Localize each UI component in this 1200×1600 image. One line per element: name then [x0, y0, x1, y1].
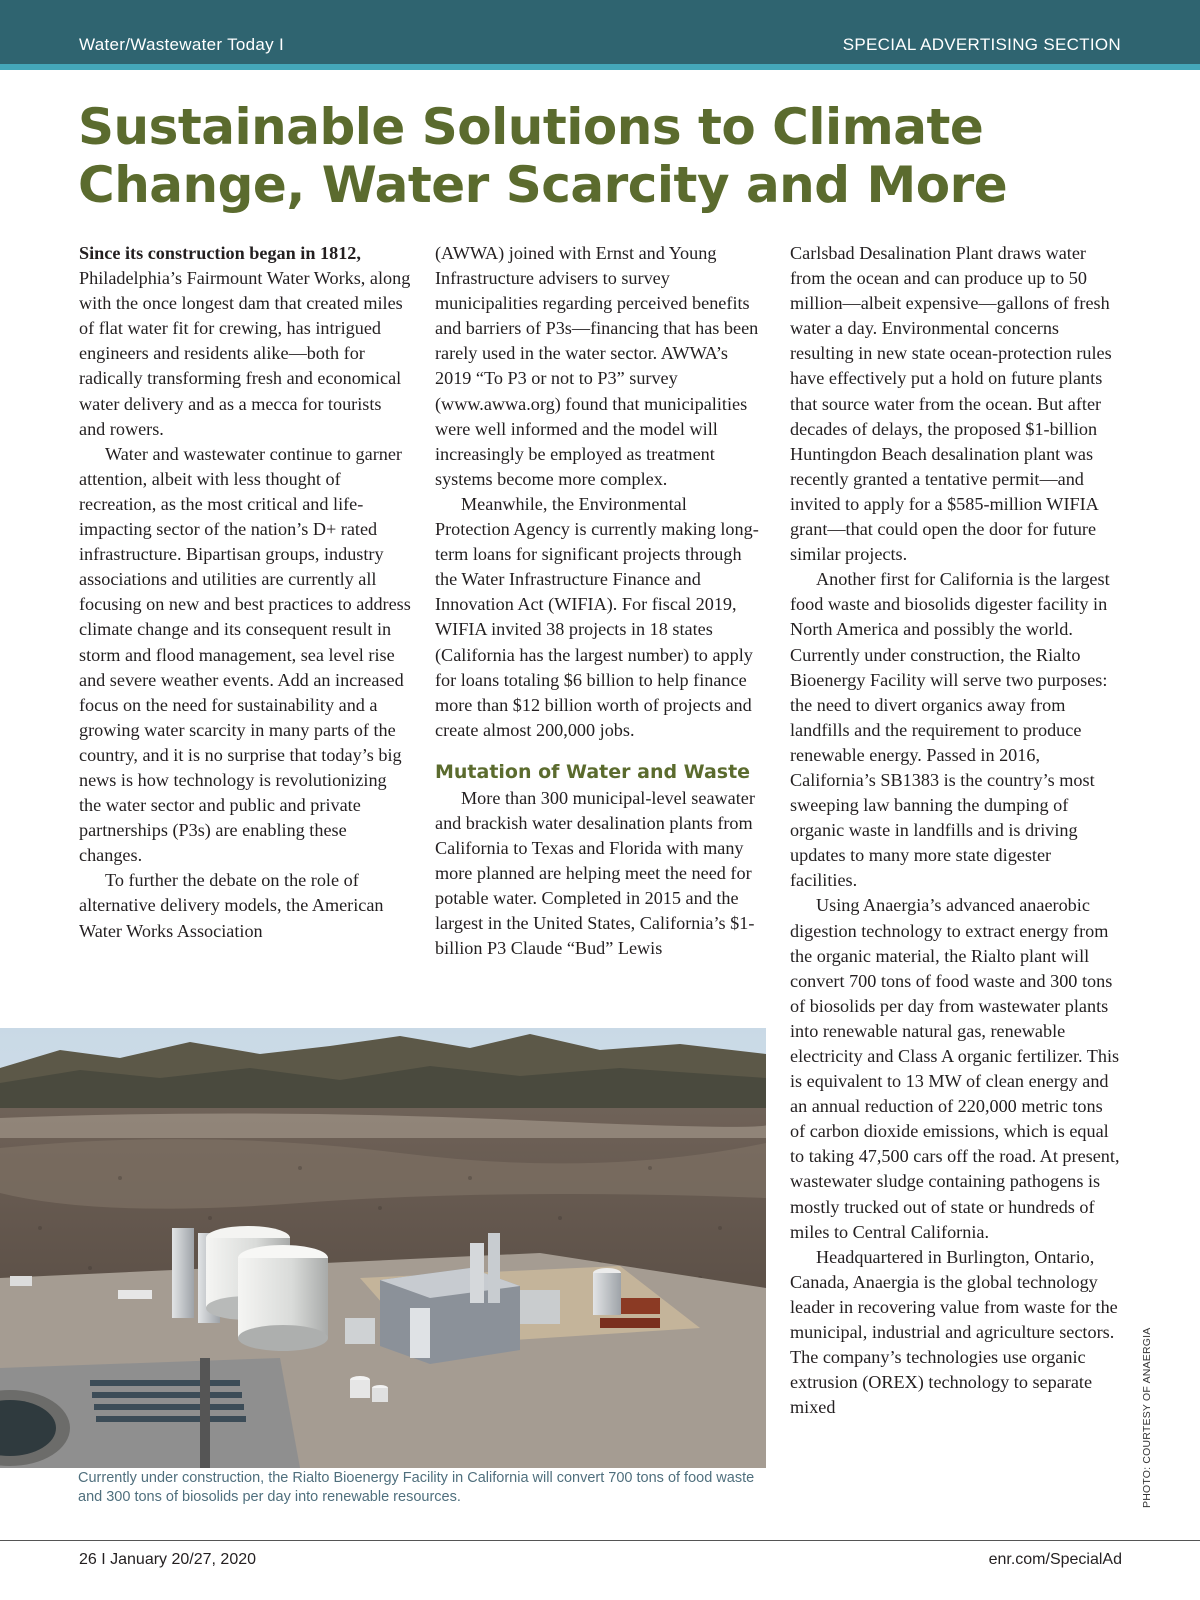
lead-in: Since its construction began in 1812,	[79, 243, 361, 263]
article-column-3	[790, 241, 1120, 1420]
footer-divider	[0, 1540, 1200, 1541]
facility-aerial-photo	[0, 1028, 766, 1468]
page-title: Sustainable Solutions to Climate Change, Water Scarcity and More	[78, 98, 1008, 214]
article-column-1	[79, 241, 411, 944]
section-subheading: Mutation of Water and Waste	[435, 760, 751, 783]
paragraph-1-text: Philadelphia’s Fairmount Water Works, along with the once longest dam that created miles of flat water fit for crewing, has intrigued engineers and residents alike—both for radically transforming fresh and economical water delivery and as a mecca for tourists and rowers.	[79, 268, 411, 439]
photo-caption: Currently under construction, the Rialto Bioenergy Facility in California will convert 700 tons of food waste and 300 tons of biosolids per day into renewable resources.	[78, 1470, 755, 1505]
paragraph-1	[79, 241, 411, 442]
banner-accent-rule	[0, 64, 1200, 70]
paragraph-4: Meanwhile, the Environmental Protection Agency is currently making long-term loans for significant projects through the Water Infrastructure Finance and Innovation Act (WIFIA). For fiscal 2019, WIFIA invited 38 projects in 18 states (California has the largest number) to apply for loans totaling $6 billion to help finance more than $12 billion worth of projects and create almost 200,000 jobs.	[435, 493, 759, 740]
footer-url[interactable]: enr.com/SpecialAd	[988, 1551, 1122, 1568]
advertising-label: SPECIAL ADVERTISING SECTION	[842, 35, 1121, 54]
paragraph-2: Water and wastewater continue to garner attention, albeit with less thought of recreation, as the most critical and life-impacting sector of the nation’s D+ rated infrastructure. Bipartisan groups, industry associations and utilities are currently all focusing on new and best practices to address climate change and its consequent result in storm and flood management, sea level rise and severe weather events. Add an increased focus on the need for sustainability and a growing water scarcity in many parts of the country, and it is no surprise that today’s big news is how technology is revolutionizing the water sector and public and private partnerships (P3s) are enabling these changes.	[79, 443, 411, 866]
paragraph-3-part-2: (AWWA) joined with Ernst and Young Infrastructure advisers to survey municipalities regarding perceived benefits and barriers of P3s—financing that has been rarely used in the water sector. AWWA’s 2019 “To P3 or not to P3” survey (www.awwa.org) found that municipalities were well informed and the model will increasingly be employed as treatment systems become more complex.	[435, 243, 759, 489]
paragraph-7: Using Anaergia’s advanced anaerobic digestion technology to extract energy from the organic material, the Rialto plant will convert 700 tons of food waste and 300 tons of biosolids per day from wastewater plants into renewable natural gas, renewable electricity and Class A organic fertilizer. This is equivalent to 13 MW of clean energy and an annual reduction of 220,000 metric tons of carbon dioxide emissions, which is equal to taking 47,500 cars off the road. At present, wastewater sludge containing pathogens is mostly trucked out of state or hundreds of miles to Central California.	[790, 895, 1120, 1242]
paragraph-6: Another first for California is the largest food waste and biosolids digester facility in North America and possibly the world. Currently under construction, the Rialto Bioenergy Facility will serve two purposes: the need to divert organics away from landfills and the requirement to produce renewable energy. Passed in 2016, California’s SB1383 is the country’s most sweeping law banning the dumping of organic waste in landfills and is driving updates to many more state digester facilities.	[790, 569, 1110, 891]
section-title: Water/Wastewater Today I	[79, 35, 284, 54]
paragraph-5-part-1: More than 300 municipal-level seawater and brackish water desalination plants from California to Texas and Florida with many more planned are helping meet the need for potable water. Completed in 2015 and the largest in the United States, California’s $1-billion P3 Claude “Bud” Lewis	[435, 787, 755, 959]
article-column-2	[435, 241, 765, 962]
paragraph-8: Headquartered in Burlington, Ontario, Canada, Anaergia is the global technology leader in recovering value from waste for the municipal, industrial and agriculture sectors. The company’s technologies use organic extrusion (OREX) technology to separate mixed	[790, 1246, 1118, 1418]
facility-illustration	[0, 1028, 766, 1468]
paragraph-5-part-2: Carlsbad Desalination Plant draws water from the ocean and can produce up to 50 million—albeit expensive—gallons of fresh water a day. Environmental concerns resulting in new state ocean-protection rules have effectively put a hold on future plants that source water from the ocean. But after decades of delays, the proposed $1-billion Huntingdon Beach desalination plant was recently granted a tentative permit—and invited to apply for a $585-million WIFIA grant—that could open the door for future similar projects.	[790, 243, 1112, 565]
top-banner	[0, 0, 1200, 64]
page-number-date: 26 I January 20/27, 2020	[79, 1551, 257, 1568]
photo-credit: PHOTO: COURTESY OF ANAERGIA	[1141, 1327, 1153, 1508]
paragraph-3-part-1: To further the debate on the role of alternative delivery models, the American Water Works Association	[79, 870, 384, 941]
